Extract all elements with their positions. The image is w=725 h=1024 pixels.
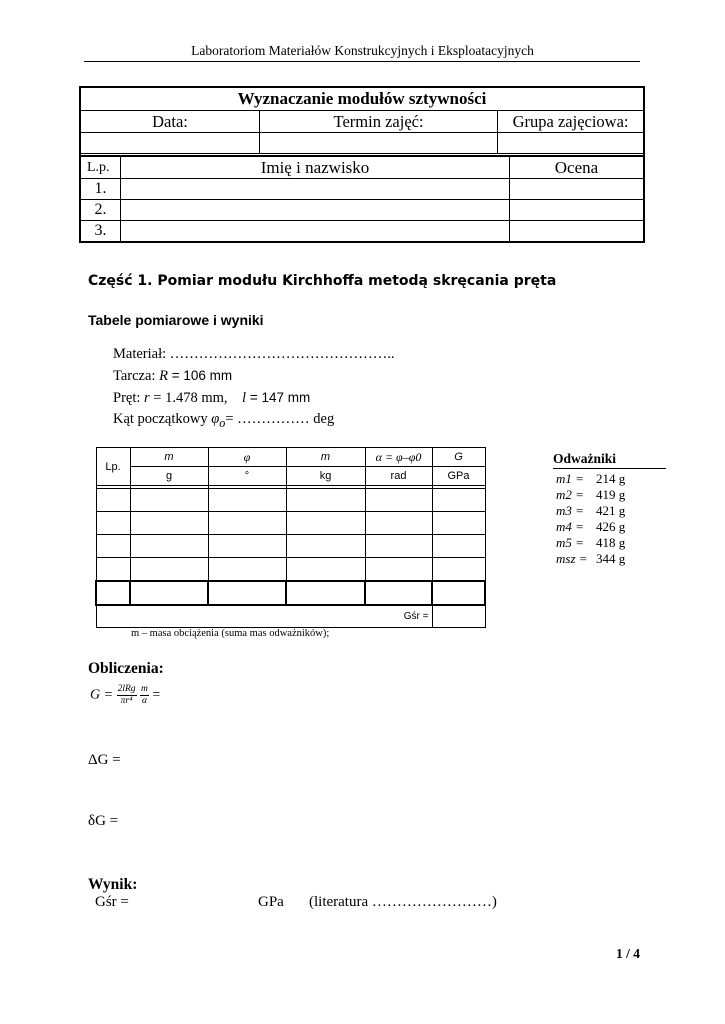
weight-item: msz = 344 g bbox=[556, 551, 626, 566]
unit-rad: rad bbox=[365, 467, 432, 486]
unit-kg: kg bbox=[286, 467, 365, 486]
weights-title: Odważniki bbox=[553, 451, 666, 469]
header-rule bbox=[84, 61, 640, 62]
unit-g: g bbox=[130, 467, 208, 486]
row-number: 2. bbox=[80, 200, 121, 221]
fraction-1: $\frac{\text{2lRg}}{\text{πr⁴}}$ bbox=[117, 684, 136, 706]
col-header-g: G bbox=[432, 448, 485, 467]
unit-deg: ° bbox=[208, 467, 286, 486]
term-field[interactable] bbox=[260, 133, 498, 154]
weights-box bbox=[553, 451, 666, 567]
measurement-table bbox=[95, 447, 486, 628]
grade-field[interactable] bbox=[510, 179, 645, 200]
shear-modulus-formula: G = $\frac{\text{2lRg}}{\text{πr⁴}}$ $\frac{m}{\alpha}$ = bbox=[90, 684, 161, 706]
name-header: Imię i nazwisko bbox=[121, 156, 510, 179]
grade-header: Ocena bbox=[510, 156, 645, 179]
lp-header: Lp. bbox=[96, 448, 130, 486]
table-row bbox=[96, 512, 485, 535]
row-number: 3. bbox=[80, 221, 121, 243]
grade-field[interactable] bbox=[510, 221, 645, 243]
relative-error-label: δG = bbox=[88, 813, 119, 829]
page-number: 1 / 4 bbox=[615, 946, 640, 961]
row-number: 1. bbox=[80, 179, 121, 200]
material-line: Materiał: ……………………………………….. bbox=[113, 346, 395, 362]
literature-value: (literatura ……………………) bbox=[309, 894, 497, 910]
students-table bbox=[79, 155, 645, 243]
average-label: Gśr = bbox=[96, 605, 432, 627]
grade-field[interactable] bbox=[510, 200, 645, 221]
table-row bbox=[96, 581, 485, 605]
weight-item: m3 = 421 g bbox=[556, 503, 626, 518]
initial-angle-line: Kąt początkowy $\varphi_o=$ …………… deg bbox=[113, 411, 335, 430]
weight-item: m5 = 418 g bbox=[556, 535, 626, 550]
table-note: m – masa obciążenia (suma mas odważników); bbox=[131, 628, 330, 639]
average-g-field[interactable] bbox=[432, 605, 485, 627]
name-field[interactable] bbox=[121, 200, 510, 221]
fraction-2: $\frac{m}{\alpha}$ bbox=[141, 684, 148, 706]
result-gsr-label: Gśr = bbox=[95, 894, 129, 910]
part-title: Część 1. Pomiar modułu Kirchhoffa metodą skręcania pręta bbox=[88, 273, 557, 289]
col-header-alpha: α = φ–φ0 bbox=[365, 448, 432, 467]
result-title: Wynik: bbox=[88, 876, 138, 893]
group-field[interactable] bbox=[498, 133, 644, 154]
parameters-block bbox=[113, 344, 395, 434]
name-field[interactable] bbox=[121, 221, 510, 243]
table-row bbox=[96, 489, 485, 512]
student-info-table bbox=[79, 86, 645, 157]
lp-header: L.p. bbox=[80, 156, 121, 179]
weight-item: m2 = 419 g bbox=[556, 487, 626, 502]
calculations-title: Obliczenia: bbox=[88, 660, 164, 677]
subsection-title: Tabele pomiarowe i wyniki bbox=[88, 312, 264, 328]
result-unit: GPa bbox=[258, 894, 284, 910]
table-row bbox=[96, 558, 485, 582]
disc-line: Tarcza: R = 106 mm bbox=[113, 368, 233, 384]
unit-gpa: GPa bbox=[432, 467, 485, 486]
group-label: Grupa zajęciowa: bbox=[498, 111, 644, 133]
col-header-m-kg: m bbox=[286, 448, 365, 467]
date-field[interactable] bbox=[80, 133, 260, 154]
col-header-m: m bbox=[130, 448, 208, 467]
rod-line: Pręt: r = 1.478 mm, l = 147 mm bbox=[113, 390, 311, 406]
absolute-error-label: ΔG = bbox=[88, 752, 121, 768]
table-row bbox=[96, 535, 485, 558]
page-header: Laboratoriom Materiałów Konstrukcyjnych i Eksploatacyjnych bbox=[191, 43, 534, 58]
date-label: Data: bbox=[80, 111, 260, 133]
col-header-phi: φ bbox=[208, 448, 286, 467]
form-title: Wyznaczanie modułów sztywności bbox=[80, 87, 644, 111]
weight-item: m1 = 214 g bbox=[556, 471, 626, 486]
term-label: Termin zajęć: bbox=[260, 111, 498, 133]
name-field[interactable] bbox=[121, 179, 510, 200]
weight-item: m4 = 426 g bbox=[556, 519, 626, 534]
